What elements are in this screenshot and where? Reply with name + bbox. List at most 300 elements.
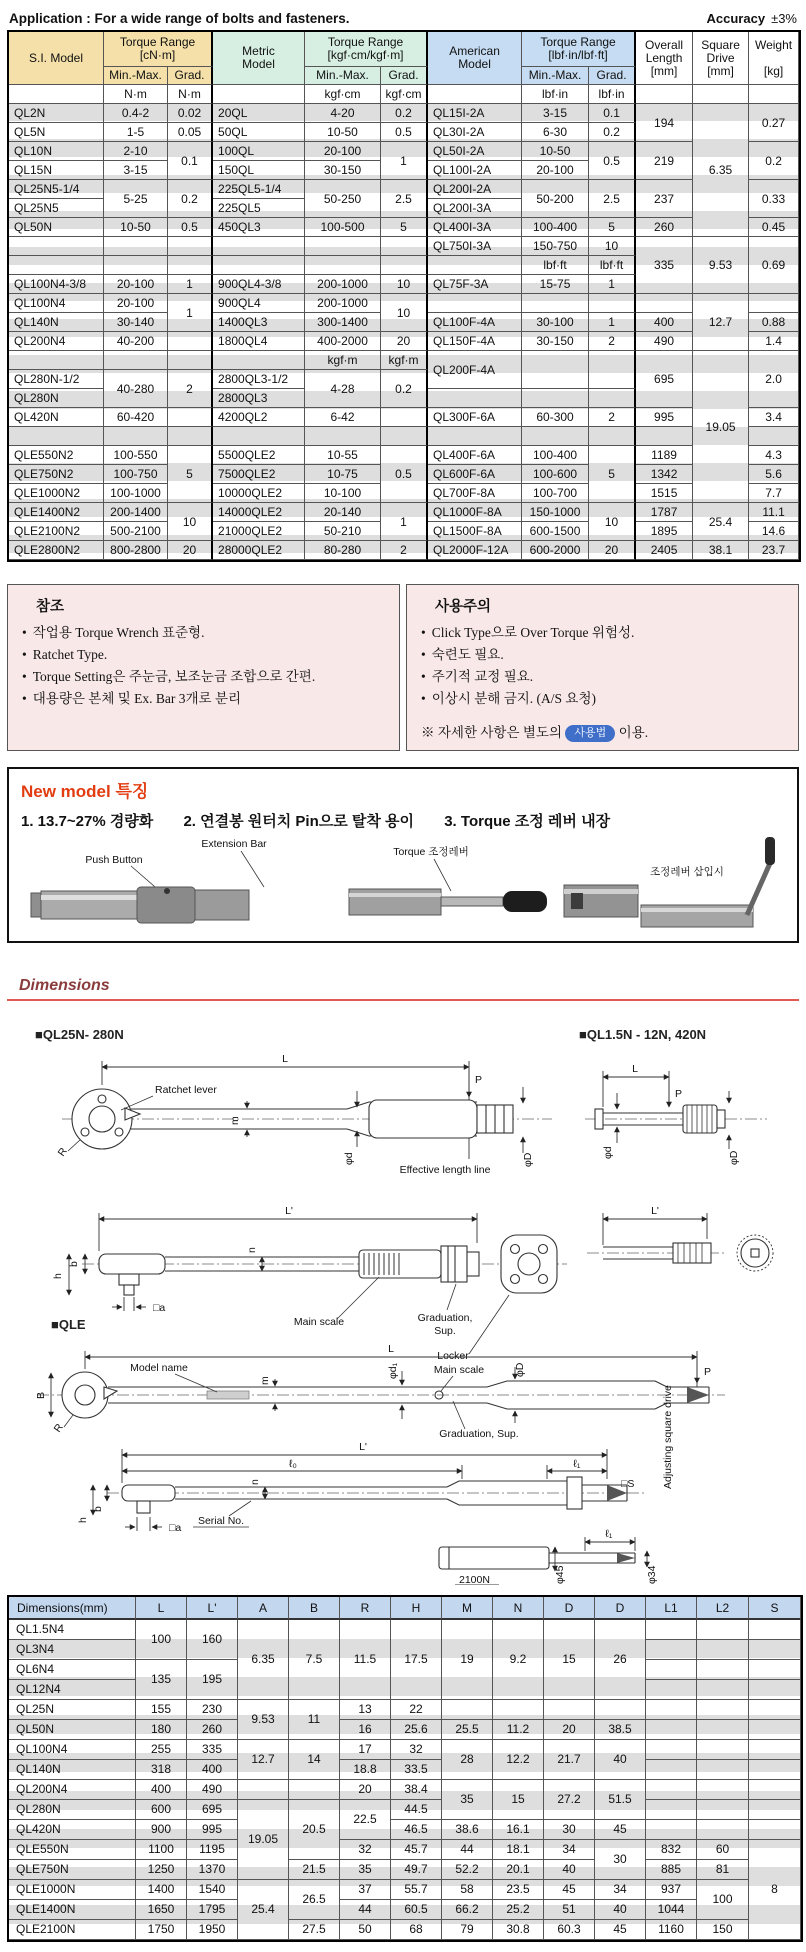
- spec-cell: 14.6: [749, 522, 799, 541]
- dim-cell: 44.5: [391, 1800, 442, 1820]
- note-item: [421, 622, 786, 644]
- spec-cell: 1: [589, 275, 636, 294]
- spec-cell: [381, 427, 428, 446]
- spec-cell: 1: [589, 313, 636, 332]
- dim-label-square-a: □a: [153, 1302, 166, 1315]
- spec-cell: 225QL5: [213, 199, 305, 218]
- spec-cell: lbf·ft: [589, 256, 636, 275]
- dim-cell: 21.7: [544, 1740, 595, 1780]
- spec-cell: 5-25: [104, 180, 168, 218]
- spec-cell: [428, 85, 522, 104]
- spec-cell: kgf·m: [381, 351, 428, 370]
- dim-cell: 23.5: [493, 1880, 544, 1900]
- dim-cell: 33.5: [391, 1760, 442, 1780]
- spec-cell: 25.4: [693, 503, 749, 541]
- dim-cell: [749, 1800, 801, 1820]
- spec-cell: 21000QLE2: [213, 522, 305, 541]
- spec-cell: 30-100: [522, 313, 589, 332]
- dim-cell: [646, 1720, 697, 1740]
- spec-cell: [381, 408, 428, 427]
- note-box-reference: [7, 584, 400, 751]
- feature-3: 3. Torque 조정 레버 내장: [444, 813, 611, 831]
- spec-cell: QLE1000N2: [9, 484, 104, 503]
- dim-cell: 52.2: [442, 1860, 493, 1880]
- table-row: [9, 1820, 801, 1840]
- spec-cell: QL400I-3A: [428, 218, 522, 237]
- dim-cell: QL420N: [9, 1820, 136, 1840]
- spec-cell: 200-1400: [104, 503, 168, 522]
- spec-cell: QL15I-2A: [428, 104, 522, 123]
- spec-cell: [213, 85, 305, 104]
- spec-cell: 20-100: [305, 142, 381, 161]
- dim-cell: 25.4: [238, 1880, 289, 1940]
- dim-label-P: P: [475, 1074, 483, 1087]
- spec-cell: 0.05: [168, 123, 213, 142]
- dim-label-h: h: [52, 1273, 64, 1280]
- spec-cell: [522, 351, 589, 389]
- dim-label-L-prime: L': [651, 1205, 659, 1218]
- dim-label-n: n: [246, 1247, 258, 1254]
- spec-cell: QL25N5-1/4: [9, 180, 104, 199]
- dim-label-square-S: □S: [621, 1478, 635, 1491]
- spec-cell: 3-15: [104, 161, 168, 180]
- dim-label-L: L: [632, 1063, 638, 1076]
- dim-cell: 60.3: [544, 1920, 595, 1940]
- dim-cell: [646, 1680, 697, 1700]
- dim-label-h: h: [77, 1517, 89, 1524]
- dim-cell: QLE1000N: [9, 1880, 136, 1900]
- dim-cell: 45.7: [391, 1840, 442, 1860]
- spec-cell: 10: [589, 237, 636, 256]
- spec-cell: [9, 256, 104, 275]
- dim-cell: 695: [187, 1800, 238, 1820]
- dim-cell: 49.7: [391, 1860, 442, 1880]
- spec-cell: 9.53: [693, 237, 749, 294]
- application-note: Application : For a wide range of bolts and fasteners.: [9, 11, 350, 26]
- spec-cell: [636, 85, 693, 104]
- note-item: [22, 666, 387, 688]
- spec-cell: [305, 256, 381, 275]
- top-header: [9, 6, 797, 26]
- note-item-text: 대용량은 본체 및 Ex. Bar 3개로 분리: [32, 690, 242, 706]
- spec-cell: [168, 332, 213, 351]
- table-row: [9, 1840, 801, 1860]
- spec-cell: QL100N4-3/8: [9, 275, 104, 294]
- spec-cell: 5: [381, 218, 428, 237]
- spec-cell: 60-420: [104, 408, 168, 427]
- dim-cell: 25.5: [442, 1720, 493, 1740]
- dim-cell: [697, 1780, 749, 1800]
- spec-cell: 0.1: [589, 104, 636, 123]
- note-item: [22, 688, 387, 710]
- dim-cell: 79: [442, 1920, 493, 1940]
- col-header-metric-model: Metric Model: [213, 32, 305, 85]
- spec-cell: 10-55: [305, 446, 381, 465]
- spec-cell: [104, 351, 168, 370]
- spec-cell: [749, 85, 799, 104]
- spec-cell: [9, 427, 104, 446]
- note-item-text: Ratchet Type.: [32, 646, 108, 662]
- spec-cell: QL2000F-12A: [428, 541, 522, 560]
- spec-cell: N·m: [104, 85, 168, 104]
- spec-cell: [213, 427, 305, 446]
- dim-cell: [289, 1780, 340, 1800]
- accuracy-note: [707, 11, 797, 26]
- spec-cell: [168, 427, 213, 446]
- col-subheader-grad: Grad.: [381, 67, 428, 85]
- col-subheader-minmax: Min.-Max.: [104, 67, 168, 85]
- table-row: [9, 237, 799, 256]
- dim-cell: 14: [289, 1740, 340, 1780]
- new-model-features: [21, 810, 787, 831]
- spec-cell: 400-2000: [305, 332, 381, 351]
- dim-cell: 900: [136, 1820, 187, 1840]
- spec-cell: 200-1000: [305, 275, 381, 294]
- col-header-square-drive: Square Drive [mm]: [693, 32, 749, 85]
- footnote-suffix: 이용.: [618, 725, 649, 741]
- dim-cell: 885: [646, 1860, 697, 1880]
- table-row: [9, 1620, 801, 1640]
- spec-cell: [589, 294, 636, 313]
- dim-cell: 1160: [646, 1920, 697, 1940]
- dim-cell: QLE550N: [9, 1840, 136, 1860]
- extension-bar-label: Extension Bar: [201, 838, 267, 851]
- spec-cell: 50-200: [522, 180, 589, 218]
- dim-header-cell: A: [238, 1597, 289, 1620]
- col-header-torque-lbf: Torque Range [lbf·in/lbf·ft]: [522, 32, 636, 67]
- table-row: [9, 180, 799, 199]
- dim-cell: [646, 1800, 697, 1820]
- spec-cell: 900QL4-3/8: [213, 275, 305, 294]
- dim-cell: 60.5: [391, 1900, 442, 1920]
- spec-cell: [636, 427, 693, 446]
- dim-cell: [697, 1640, 749, 1660]
- spec-cell: [9, 351, 104, 370]
- dim-cell: [646, 1660, 697, 1680]
- dim-cell: 44: [442, 1840, 493, 1860]
- table-row: [9, 1720, 801, 1740]
- spec-cell: 600-2000: [522, 541, 589, 560]
- dim-label-phi-d: φd: [602, 1146, 614, 1160]
- spec-cell: 219: [636, 142, 693, 180]
- section-title-ql1-5n: ■QL1.5N - 12N, 420N: [579, 1027, 707, 1043]
- dim-cell: 40: [595, 1900, 646, 1920]
- spec-cell: QL30I-2A: [428, 123, 522, 142]
- spec-cell: QL1500F-8A: [428, 522, 522, 541]
- spec-cell: 40-280: [104, 370, 168, 408]
- table-row: [9, 1800, 801, 1820]
- dim-cell: 40: [544, 1860, 595, 1880]
- dim-header-cell: N: [493, 1597, 544, 1620]
- spec-cell: 1.4: [749, 332, 799, 351]
- accuracy-value: ±3%: [771, 11, 797, 26]
- dim-label-graduation-sup: Graduation, Sup.: [439, 1428, 519, 1441]
- table-row: [9, 427, 799, 446]
- dim-cell: QL25N: [9, 1700, 136, 1720]
- dim-label-L: L: [282, 1053, 288, 1066]
- dim-label-phi-D: φD: [514, 1363, 526, 1378]
- dim-header-cell: S: [749, 1597, 801, 1620]
- dim-cell: [749, 1680, 801, 1700]
- spec-cell: [636, 294, 693, 313]
- dim-cell: 30: [595, 1840, 646, 1880]
- table-row: [9, 1780, 801, 1800]
- dim-cell: [749, 1700, 801, 1720]
- spec-cell: 20-140: [305, 503, 381, 522]
- dim-cell: 600: [136, 1800, 187, 1820]
- dim-cell: 50: [340, 1920, 391, 1940]
- spec-cell: 1800QL4: [213, 332, 305, 351]
- bullet-icon: •: [22, 668, 27, 684]
- spec-cell: 2.5: [589, 180, 636, 218]
- dim-cell: 66.2: [442, 1900, 493, 1920]
- dim-cell: 20.5: [289, 1800, 340, 1860]
- dim-cell: 20: [544, 1720, 595, 1740]
- dim-cell: 11: [289, 1700, 340, 1740]
- dim-cell: 1250: [136, 1860, 187, 1880]
- spec-cell: 80-280: [305, 541, 381, 560]
- dim-cell: QLE2100N: [9, 1920, 136, 1940]
- dim-cell: 18.1: [493, 1840, 544, 1860]
- note-item-text: 숙련도 필요.: [431, 646, 504, 662]
- dim-label-sup: Sup.: [434, 1325, 456, 1338]
- dim-cell: 27.5: [289, 1920, 340, 1940]
- usage-badge[interactable]: 사용법: [565, 725, 615, 742]
- spec-cell: [168, 408, 213, 427]
- table-row: [9, 294, 799, 313]
- dim-cell: 1540: [187, 1880, 238, 1900]
- dim-cell: 38.4: [391, 1780, 442, 1800]
- table-row: [9, 85, 799, 104]
- dim-cell: 51.5: [595, 1780, 646, 1820]
- dim-label-phi-d1: φd₁: [387, 1363, 399, 1380]
- dim-label-serial-no: Serial No.: [197, 1515, 245, 1528]
- spec-cell: 1787: [636, 503, 693, 522]
- note-item-text: 작업용 Torque Wrench 표준형.: [32, 625, 205, 640]
- dimension-table: [7, 1595, 803, 1942]
- dim-cell: [697, 1700, 749, 1720]
- table-row: [9, 446, 799, 465]
- spec-cell: 30-150: [522, 332, 589, 351]
- spec-cell: 4-28: [305, 370, 381, 408]
- spec-cell: 7500QLE2: [213, 465, 305, 484]
- dim-cell: 100: [136, 1620, 187, 1660]
- spec-cell: 7.7: [749, 484, 799, 503]
- note-title-reference: 참조: [36, 599, 65, 615]
- dim-cell: [697, 1800, 749, 1820]
- dim-cell: QL50N: [9, 1720, 136, 1740]
- table-row: [9, 1740, 801, 1760]
- spec-cell: 0.2: [589, 123, 636, 142]
- bullet-icon: •: [421, 625, 426, 640]
- dim-cell: 30.8: [493, 1920, 544, 1940]
- spec-cell: [749, 294, 799, 313]
- dim-cell: 20.1: [493, 1860, 544, 1880]
- spec-cell: 150QL: [213, 161, 305, 180]
- spec-cell: 10-100: [305, 484, 381, 503]
- dim-cell: 20: [340, 1780, 391, 1800]
- dim-label-effective-length: Effective length line: [399, 1164, 491, 1177]
- spec-cell: 10: [589, 503, 636, 541]
- dim-cell: 37: [340, 1880, 391, 1900]
- spec-cell: 1400QL3: [213, 313, 305, 332]
- dim-header-cell: R: [340, 1597, 391, 1620]
- spec-table-head: [9, 32, 799, 85]
- dim-cell: 28: [442, 1740, 493, 1780]
- bullet-icon: •: [421, 690, 426, 706]
- table-row: [9, 1860, 801, 1880]
- spec-cell: QLE2800N2: [9, 541, 104, 560]
- dim-cell: QL200N4: [9, 1780, 136, 1800]
- dim-label-n: n: [249, 1479, 261, 1486]
- dim-header-cell: L1: [646, 1597, 697, 1620]
- dim-cell: 32: [340, 1840, 391, 1860]
- dim-cell: [697, 1820, 749, 1840]
- table-row: [9, 408, 799, 427]
- spec-cell: 2: [589, 332, 636, 351]
- dim-cell: [749, 1640, 801, 1660]
- dim-cell: 25.2: [493, 1900, 544, 1920]
- spec-cell: [168, 351, 213, 370]
- dim-cell: 45: [544, 1880, 595, 1900]
- spec-cell: 300-1400: [305, 313, 381, 332]
- dim-cell: 832: [646, 1840, 697, 1860]
- dim-cell: 8: [749, 1840, 801, 1940]
- dim-label-phi-D: φD: [522, 1153, 534, 1168]
- dim-label-b: b: [92, 1506, 104, 1513]
- spec-cell: [589, 351, 636, 389]
- dim-cell: 1195: [187, 1840, 238, 1860]
- dim-label-main-scale: Main scale: [293, 1316, 345, 1329]
- spec-cell: 6.35: [693, 104, 749, 237]
- col-header-si-model: S.I. Model: [9, 32, 104, 85]
- dim-cell: 9.53: [238, 1700, 289, 1740]
- dim-cell: 18.8: [340, 1760, 391, 1780]
- spec-cell: 20: [589, 541, 636, 560]
- table-row: [9, 1920, 801, 1940]
- spec-cell: 4-20: [305, 104, 381, 123]
- spec-cell: 150-1000: [522, 503, 589, 522]
- spec-cell: 0.2: [749, 142, 799, 180]
- spec-cell: 1-5: [104, 123, 168, 142]
- table-row: [9, 503, 799, 522]
- spec-cell: 1: [168, 294, 213, 332]
- spec-cell: lbf·ft: [522, 256, 589, 275]
- dim-cell: 26: [595, 1620, 646, 1700]
- spec-cell: 1: [381, 142, 428, 180]
- dim-header-cell: H: [391, 1597, 442, 1620]
- spec-cell: 1: [381, 503, 428, 541]
- spec-cell: QL750I-3A: [428, 237, 522, 256]
- spec-cell: QL700F-8A: [428, 484, 522, 503]
- spec-cell: 695: [636, 351, 693, 408]
- dim-cell: [646, 1620, 697, 1640]
- dim-label-phi34: φ34: [646, 1565, 658, 1585]
- dimension-table-body: [9, 1620, 801, 1940]
- dim-cell: [697, 1680, 749, 1700]
- spec-cell: [693, 85, 749, 104]
- spec-cell: [589, 427, 636, 446]
- dim-cell: [493, 1700, 544, 1720]
- new-model-box: [7, 767, 799, 943]
- dim-cell: 9.2: [493, 1620, 544, 1700]
- dimensions-section-title: Dimensions: [19, 977, 110, 995]
- dim-cell: QL3N4: [9, 1640, 136, 1660]
- spec-cell: 0.5: [381, 123, 428, 142]
- spec-cell: 900QL4: [213, 294, 305, 313]
- spec-cell: [589, 389, 636, 408]
- dim-cell: [646, 1760, 697, 1780]
- spec-cell: 20: [168, 541, 213, 560]
- spec-cell: 100-1000: [104, 484, 168, 503]
- spec-cell: QL200F-4A: [428, 351, 522, 389]
- note-item: [22, 622, 387, 644]
- spec-cell: 225QL5-1/4: [213, 180, 305, 199]
- spec-cell: 60-300: [522, 408, 589, 427]
- dim-label-model-name: Model name: [130, 1362, 188, 1375]
- dim-cell: QL140N: [9, 1760, 136, 1780]
- spec-cell: 12.7: [693, 294, 749, 351]
- spec-cell: 100-750: [104, 465, 168, 484]
- spec-cell: 0.2: [381, 104, 428, 123]
- dim-cell: [697, 1660, 749, 1680]
- dim-cell: [749, 1820, 801, 1840]
- dim-cell: 135: [136, 1660, 187, 1700]
- dim-cell: 16.1: [493, 1820, 544, 1840]
- spec-cell: 0.2: [381, 370, 428, 408]
- dim-cell: 38.6: [442, 1820, 493, 1840]
- dim-cell: 335: [187, 1740, 238, 1760]
- new-model-photos: [19, 833, 789, 937]
- dim-label-L-prime: L': [359, 1441, 367, 1454]
- dim-label-m: m: [259, 1376, 271, 1386]
- dim-cell: 1650: [136, 1900, 187, 1920]
- dim-cell: 81: [697, 1860, 749, 1880]
- spec-cell: QL1000F-8A: [428, 503, 522, 522]
- spec-cell: 20-100: [104, 294, 168, 313]
- spec-cell: QL200I-3A: [428, 199, 522, 218]
- spec-cell: [381, 237, 428, 256]
- spec-cell: 1515: [636, 484, 693, 503]
- dim-cell: 51: [544, 1900, 595, 1920]
- dim-label-l1: ℓ₁: [573, 1458, 581, 1471]
- col-subheader-minmax: Min.-Max.: [305, 67, 381, 85]
- dim-cell: [442, 1700, 493, 1720]
- spec-cell: [522, 389, 589, 408]
- dim-cell: [595, 1700, 646, 1720]
- dim-cell: QL280N: [9, 1800, 136, 1820]
- spec-cell: 0.5: [381, 446, 428, 503]
- dim-cell: 34: [595, 1880, 646, 1900]
- spec-cell: 3-15: [522, 104, 589, 123]
- spec-cell: 50-250: [305, 180, 381, 218]
- dim-cell: [749, 1660, 801, 1680]
- table-row: [9, 142, 799, 161]
- dim-cell: [749, 1740, 801, 1760]
- spec-cell: kgf·cm: [305, 85, 381, 104]
- dim-cell: 58: [442, 1880, 493, 1900]
- spec-cell: [522, 294, 589, 313]
- dim-cell: 11.2: [493, 1720, 544, 1740]
- spec-cell: 100-700: [522, 484, 589, 503]
- spec-cell: [213, 237, 305, 256]
- spec-cell: 20-100: [104, 275, 168, 294]
- spec-cell: lbf·in: [589, 85, 636, 104]
- torque-lever-label: Torque 조정레버: [393, 846, 469, 859]
- spec-cell: 0.33: [749, 180, 799, 218]
- dim-cell: 45: [595, 1820, 646, 1840]
- dim-cell: 68: [391, 1920, 442, 1940]
